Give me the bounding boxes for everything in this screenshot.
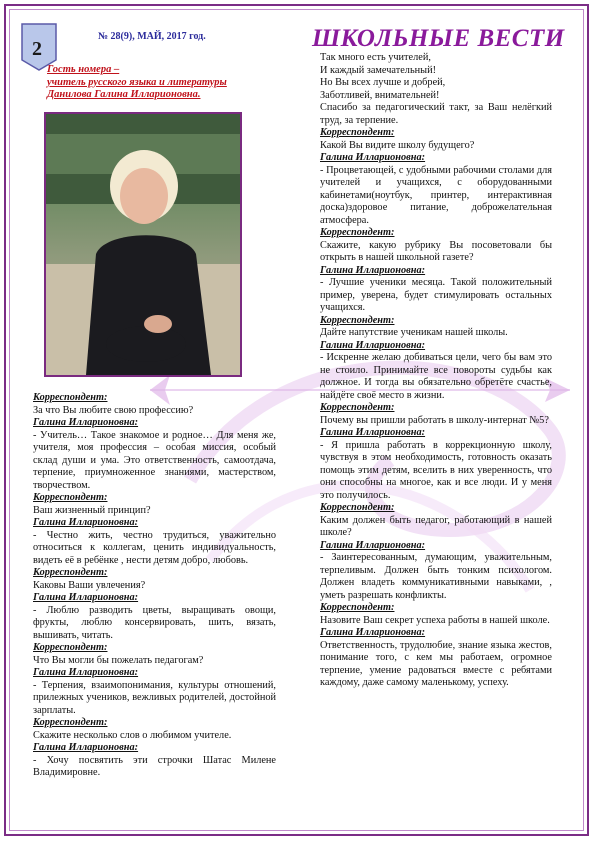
- question: Ваш жизненный принцип?: [33, 504, 151, 516]
- respondent-label: Галина Илларионовна:: [33, 667, 139, 678]
- answer: Спасибо за педагогический такт, за Ваш нелёгкий труд, за терпение.: [320, 102, 552, 126]
- question: Скажите несколько слов о любимом учителе.: [33, 729, 232, 741]
- teacher-photo: [44, 112, 242, 377]
- answer: - Хочу посвятить эти строчки Шатас Милене Владимировне.: [33, 754, 276, 778]
- respondent-label: Галина Илларионовна:: [320, 427, 426, 438]
- poem-line: Так много есть учителей,: [320, 52, 431, 63]
- interviewer-label: Корреспондент:: [320, 227, 395, 238]
- interviewer-label: Корреспондент:: [33, 567, 108, 578]
- interviewer-label: Корреспондент:: [33, 492, 108, 503]
- question: Какой Вы видите школу будущего?: [320, 139, 475, 151]
- respondent-label: Галина Илларионовна:: [33, 592, 139, 603]
- issue-info: № 28(9), МАЙ, 2017 год.: [98, 31, 206, 42]
- left-column-text: [33, 392, 276, 780]
- respondent-label: Галина Илларионовна:: [33, 517, 139, 528]
- interviewer-label: Корреспондент:: [320, 314, 395, 326]
- question: Что Вы могли бы пожелать педагогам?: [33, 654, 204, 666]
- question: Каковы Ваши увлечения?: [33, 579, 146, 591]
- interviewer-label: Корреспондент:: [33, 642, 108, 653]
- respondent-label: Галина Илларионовна:: [320, 152, 426, 163]
- poem-line: Заботливей, внимательней!: [320, 89, 440, 101]
- interviewer-label: Корреспондент:: [320, 502, 395, 513]
- respondent-label: Галина Илларионовна:: [33, 417, 139, 428]
- interviewer-label: Корреспондент:: [33, 392, 108, 403]
- guest-line-2: учитель русского языка и литературы: [47, 76, 227, 88]
- question: Скажите, какую рубрику Вы посоветовали бы открыть в нашей школьной газете?: [320, 239, 552, 263]
- respondent-label: Галина Илларионовна:: [320, 539, 426, 551]
- answer: Ответственность, трудолюбие, знание языка жестов, понимание того, с кем мы работаем, огромное терпение, умение радоваться вместе с ребятами каждому, даже самому маленькому, успеху.: [320, 639, 552, 688]
- question: Почему вы пришли работать в школу-интернат №5?: [320, 414, 549, 426]
- poem-line: И каждый замечательный!: [320, 64, 437, 76]
- interviewer-label: Корреспондент:: [320, 127, 395, 138]
- question: Дайте напутствие ученикам нашей школы.: [320, 327, 508, 338]
- answer: - Терпения, взаимопонимания, культуры отношений, прилежных учеников, вежливых родителей, достойной зарплаты.: [33, 679, 276, 716]
- poem-line: Но Вы всех лучше и добрей,: [320, 77, 446, 88]
- guest-heading: [47, 64, 267, 102]
- guest-line-3: Данилова Галина Илларионовна.: [47, 89, 201, 100]
- newspaper-title: ШКОЛЬНЫЕ ВЕСТИ: [312, 25, 565, 52]
- page-number: 2: [32, 38, 42, 60]
- answer: - Я пришла работать в коррекционную школу, чувствуя в этом необходимость, готовность оказать помощь этим детям, вселить в них уверенность, что они способны на многое, как и все люди. И у меня это получилось.: [320, 439, 552, 501]
- answer: - Искренне желаю добиваться цели, чего бы вам это не стоило. Принимайте все повороты судьбы как должное. И тогда вы обязательно обретёте счастье, найдёте своё место в жизни.: [320, 352, 552, 401]
- answer: - Люблю разводить цветы, выращивать овощи, фрукты, люблю консервировать, шить, вязать, вышивать, читать.: [33, 604, 276, 641]
- question: Назовите Ваш секрет успеха работы в нашей школе.: [320, 614, 550, 626]
- answer: - Учитель… Такое знакомое и родное… Для меня же, учителя, моя профессия – особая миссия, особый склад души и ума. Это ответственность, самоотдача, терпение, приумноженное знаниями, мастерством, творчеством.: [33, 429, 276, 491]
- question: За что Вы любите свою профессию?: [33, 404, 194, 416]
- interviewer-label: Корреспондент:: [33, 717, 108, 728]
- respondent-label: Галина Илларионовна:: [320, 339, 426, 351]
- respondent-label: Галина Илларионовна:: [33, 742, 139, 753]
- interviewer-label: Корреспондент:: [320, 602, 395, 613]
- respondent-label: Галина Илларионовна:: [320, 627, 426, 638]
- interviewer-label: Корреспондент:: [320, 402, 395, 413]
- portrait-illustration: [46, 114, 240, 375]
- answer: - Заинтересованным, думающим, уважительным, терпеливым. Должен быть тонким психологом. Должен владеть коммуникативными навыками, , уметь разрешать конфликты.: [320, 552, 552, 601]
- answer: - Честно жить, честно трудиться, уважительно относиться к коллегам, ценить индивидуальность, видеть её в ребёнке , нести детям добро, любовь.: [33, 529, 276, 566]
- answer: - Процветающей, с удобными рабочими столами для учителей и учащихся, с оборудованными кабинетами(ноутбук, принтер, интерактивная доска)здоровое питание, доброжелательная атмосфера.: [320, 164, 552, 226]
- right-column-text: [320, 52, 552, 690]
- guest-line-1: Гость номера –: [47, 64, 120, 75]
- answer: - Лучшие ученики месяца. Такой положительный пример, уверена, будет стимулировать остальных учащихся.: [320, 277, 552, 313]
- question: Каким должен быть педагог, работающий в нашей школе?: [320, 514, 552, 538]
- respondent-label: Галина Илларионовна:: [320, 264, 426, 276]
